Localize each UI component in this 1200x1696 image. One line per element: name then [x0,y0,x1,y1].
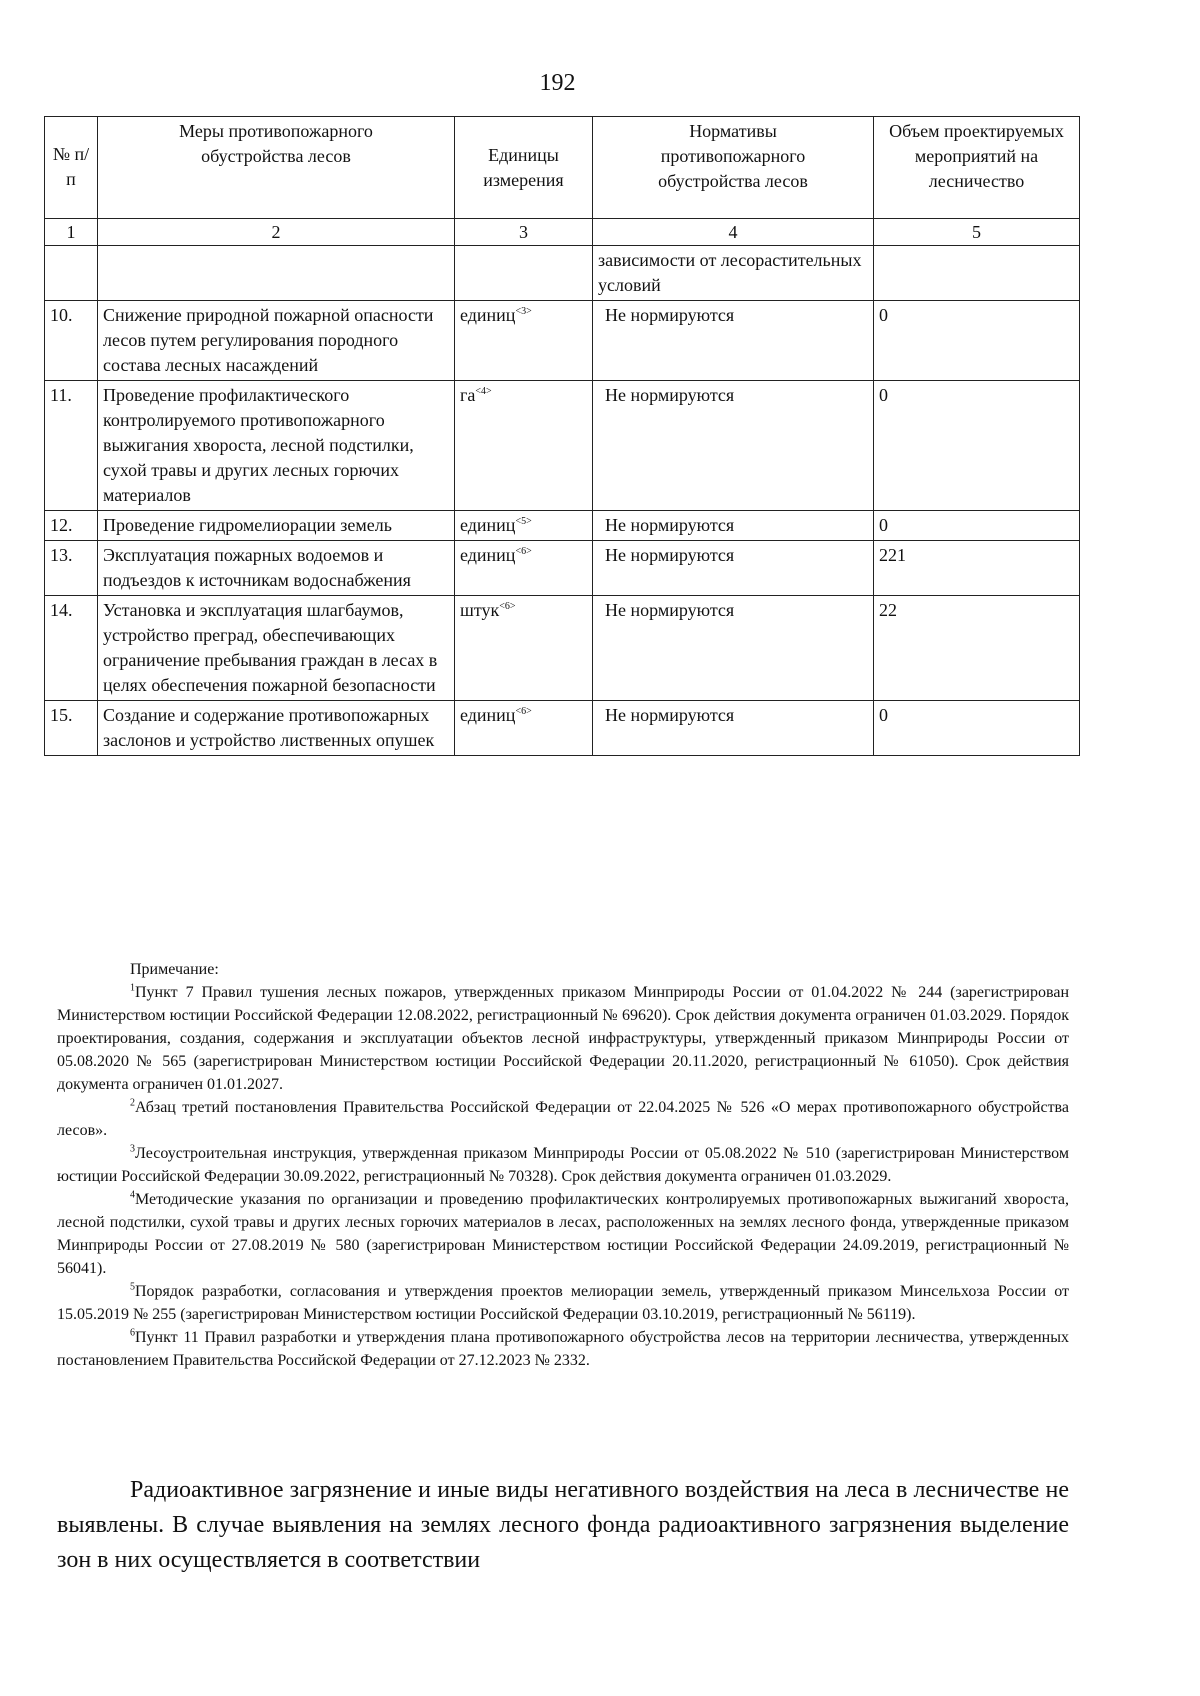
footnote-mark: 2 [130,1097,135,1109]
row-norm: зависимости от лесорастительных условий [593,246,874,301]
column-number: 5 [874,219,1080,246]
row-measure [98,246,455,301]
row-unit-text: штук [460,600,500,620]
column-numbers-row [45,219,1080,246]
footnote-text: Методические указания по организации и проведению профилактических контролируемых противопожарных выжиганий хвороста, лесной подстилки, сухой травы и других лесных горючих материалов в лесах, расположенных на землях лесного фонда, утвержденные приказом Минприроды России от 27.08.2019 № 580 (зарегистрирован Министерством юстиции Российской Федерации 24.09.2019, регистрационный № 56041). [57,1191,1069,1277]
row-num: 10. [45,301,98,381]
row-norm: Не нормируются [593,381,874,511]
row-norm: Не нормируются [593,701,874,756]
footnote-4 [57,1188,1069,1280]
table-row-continuation [45,246,1080,301]
row-measure: Создание и содержание противопожарных заслонов и устройство лиственных опушек [98,701,455,756]
footnote-mark: 3 [130,1143,135,1155]
table-row [45,381,1080,511]
footnote-3 [57,1142,1069,1188]
row-unit-text: га [460,385,476,405]
row-volume: 22 [874,596,1080,701]
row-norm: Не нормируются [593,541,874,596]
row-unit-note: <3> [515,306,532,317]
footnote-5 [57,1280,1069,1326]
column-number: 2 [98,219,455,246]
table-row [45,596,1080,701]
row-measure: Проведение гидромелиорации земель [98,511,455,541]
row-unit-note: <6> [515,706,532,717]
column-number: 1 [45,219,98,246]
footnote-mark: 4 [130,1189,135,1201]
footnote-6 [57,1326,1069,1372]
row-measure: Эксплуатация пожарных водоемов и подъездов к источникам водоснабжения [98,541,455,596]
row-unit-note: <4> [475,386,492,397]
table-row [45,541,1080,596]
row-volume: 221 [874,541,1080,596]
row-measure: Снижение природной пожарной опасности лесов путем регулирования породного состава лесных насаждений [98,301,455,381]
row-measure: Установка и эксплуатация шлагбаумов, устройство преград, обеспечивающих ограничение пребывания граждан в лесах в целях обеспечения пожарной безопасности [98,596,455,701]
row-unit [455,301,593,381]
column-number: 3 [455,219,593,246]
footnote-text: Абзац третий постановления Правительства Российской Федерации от 22.04.2025 № 526 «О мерах противопожарного обустройства лесов». [57,1099,1069,1139]
row-norm: Не нормируются [593,301,874,381]
row-num: 15. [45,701,98,756]
table-header-row [45,117,1080,219]
footnote-1 [57,981,1069,1096]
table-row [45,511,1080,541]
row-unit [455,381,593,511]
footnote-text: Порядок разработки, согласования и утверждения проектов мелиорации земель, утвержденный приказом Минсельхоза России от 15.05.2019 № 255 (зарегистрирован Министерством юстиции Российской Федерации 03.10.2019, регистрационный № 56119). [57,1283,1069,1323]
row-num: 11. [45,381,98,511]
row-norm: Не нормируются [593,511,874,541]
footnote-2 [57,1096,1069,1142]
row-unit [455,246,593,301]
notes-title: Примечание: [130,961,219,978]
row-unit-text: единиц [460,305,516,325]
footnotes [57,958,1069,1372]
row-unit-note: <6> [499,601,516,612]
header-num: № п/п [45,117,98,219]
column-number: 4 [593,219,874,246]
row-num: 12. [45,511,98,541]
row-num: 13. [45,541,98,596]
table-row [45,701,1080,756]
fire-measures-table [44,116,1080,756]
row-volume: 0 [874,381,1080,511]
row-num: 14. [45,596,98,701]
table-row [45,301,1080,381]
row-norm: Не нормируются [593,596,874,701]
footnote-text: Пункт 7 Правил тушения лесных пожаров, утвержденных приказом Минприроды России от 01.04.2022 № 244 (зарегистрирован Министерством юстиции Российской Федерации 12.08.2022, регистрационный № 69620). Срок действия документа ограничен 01.03.2029. Порядок проектирования, создания, содержания и эксплуатации объектов лесной инфраструктуры, утвержденный приказом Минприроды России от 05.08.2020 № 565 (зарегистрирован Министерством юстиции Российской Федерации 20.11.2020, регистрационный № 61050). Срок действия документа ограничен 01.01.2027. [57,984,1069,1093]
footnote-mark: 6 [130,1327,135,1339]
header-unit: Единицы измерения [455,117,593,219]
header-volume: Объем проектируемых мероприятий на лесничество [874,117,1080,219]
row-unit-text: единиц [460,705,516,725]
row-volume [874,246,1080,301]
row-unit [455,701,593,756]
footnote-text: Пункт 11 Правил разработки и утверждения плана противопожарного обустройства лесов на территории лесничества, утвержденных постановлением Правительства Российской Федерации от 27.12.2023 № 2332. [57,1329,1069,1369]
footnote-mark: 1 [130,982,135,994]
row-num [45,246,98,301]
row-unit [455,541,593,596]
header-norm: Нормативы противопожарного обустройства лесов [593,117,874,219]
row-measure: Проведение профилактического контролируемого противопожарного выжигания хвороста, лесной подстилки, сухой травы и других лесных горючих материалов [98,381,455,511]
header-measure: Меры противопожарного обустройства лесов [98,117,455,219]
row-unit [455,511,593,541]
row-volume: 0 [874,701,1080,756]
body-paragraph: Радиоактивное загрязнение и иные виды негативного воздействия на леса в лесничестве не выявлены. В случае выявления на землях лесного фонда радиоактивного загрязнения выделение зон в них осуществляется в соответствии [57,1477,1069,1573]
row-volume: 0 [874,301,1080,381]
row-unit [455,596,593,701]
row-unit-text: единиц [460,515,516,535]
footnote-text: Лесоустроительная инструкция, утвержденная приказом Минприроды России от 05.08.2022 № 510 (зарегистрирован Министерством юстиции Российской Федерации 30.09.2022, регистрационный № 70328). Срок действия документа ограничен 01.03.2029. [57,1145,1069,1185]
row-volume: 0 [874,511,1080,541]
row-unit-text: единиц [460,545,516,565]
page-number: 192 [539,70,576,96]
row-unit-note: <6> [515,546,532,557]
footnote-mark: 5 [130,1281,135,1293]
row-unit-note: <5> [515,516,532,527]
